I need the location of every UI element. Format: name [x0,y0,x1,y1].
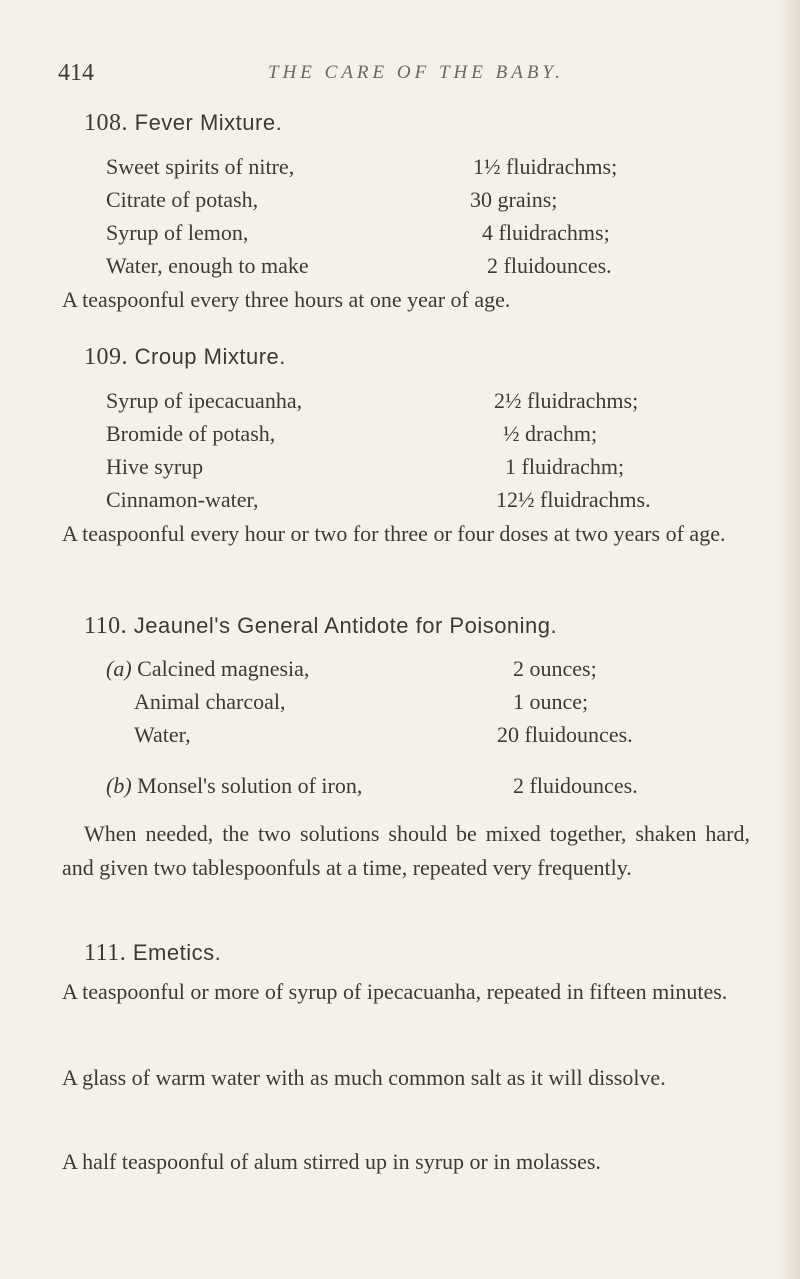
ingredient-name: Water, enough to make [106,253,309,278]
recipe-heading [84,110,282,137]
part-b-ingredient [106,773,362,799]
ingredient-amount: 12½ fluidrachms. [496,487,651,512]
ingredient-amount: 30 grains; [470,187,558,212]
ingredient-name: Cinnamon-water, [106,487,259,512]
emetic-item: A teaspoonful or more of syrup of ipecacuanha, repeated in fifteen minutes. [62,979,728,1004]
recipe-directions: A teaspoonful every three hours at one year of age. [62,287,511,312]
page-edge-shadow [778,0,800,1279]
ingredient-name: Hive syrup [106,454,204,479]
ingredient-name: Calcined magnesia, [137,656,310,681]
ingredient-name: Animal charcoal, [134,689,286,714]
ingredient-amount: 20 fluidounces. [497,722,633,747]
ingredient-amount: 2 ounces; [513,656,597,681]
recipe-number: 111. [84,940,127,966]
page-header [58,60,758,90]
ingredient-name: Citrate of potash, [106,187,259,212]
ingredient-amount: 1 ounce; [513,689,589,714]
ingredient-amount: 2 fluidounces. [513,773,638,798]
recipe-title: Fever Mixture. [134,110,283,135]
recipe-directions: A teaspoonful every hour or two for three or four doses at two years of age. [62,521,726,546]
recipe-title: Jeaunel's General Antidote for Poisoning. [133,613,558,638]
part-a-label: (a) [106,656,132,681]
recipe-directions: When needed, the two solutions should be mixed together, shaken hard, and given two tablespoonfuls at a time, repeated very frequently. [62,821,750,880]
ingredient-name: Sweet spirits of nitre, [106,154,295,179]
ingredient-name: Monsel's solution of iron, [137,773,363,798]
part-b-label: (b) [106,773,132,798]
recipe-number: 110. [84,613,128,639]
running-title: THE CARE OF THE BABY. [268,62,564,83]
ingredient-amount: 2½ fluidrachms; [494,388,639,413]
emetic-item: A glass of warm water with as much common salt as it will dissolve. [62,1065,666,1090]
ingredient-name: Syrup of lemon, [106,220,249,245]
ingredient-name: Water, [134,722,191,747]
ingredient-name: Bromide of potash, [106,421,276,446]
recipe-title: Emetics. [132,940,222,965]
emetic-item: A half teaspoonful of alum stirred up in syrup or in molasses. [62,1149,601,1174]
ingredient-name: Syrup of ipecacuanha, [106,388,303,413]
recipe-heading [84,344,286,371]
ingredient-amount: 2 fluidounces. [487,253,612,278]
ingredient-amount: 1 fluidrachm; [505,454,625,479]
ingredient-amount: ½ drachm; [503,421,598,446]
ingredient-amount: 1½ fluidrachms; [473,154,618,179]
recipe-heading [84,613,557,640]
page-number: 414 [58,60,94,86]
recipe-number: 109. [84,344,128,370]
recipe-title: Croup Mixture. [134,344,286,369]
recipe-heading [84,940,221,967]
recipe-number: 108. [84,110,128,136]
part-a-ingredient [106,656,309,682]
ingredient-amount: 4 fluidrachms; [482,220,610,245]
